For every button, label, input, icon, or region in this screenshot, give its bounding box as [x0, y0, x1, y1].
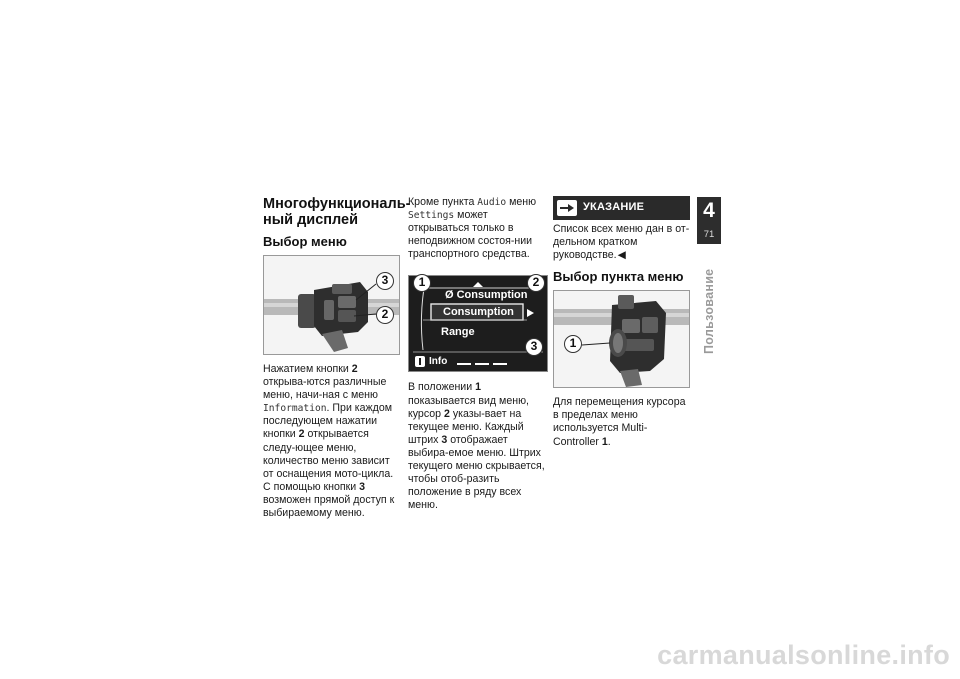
- page-title: [263, 196, 411, 228]
- screen-info-label: Info: [429, 356, 448, 368]
- watermark: carmanualsonline.info: [657, 640, 950, 670]
- handlebar-photo-buttons: [263, 255, 400, 355]
- handlebar-switch-illustration: [264, 256, 399, 354]
- chapter-number: 4: [703, 199, 715, 222]
- item-select-heading: Выбор пункта меню: [553, 269, 684, 285]
- note-bar: [553, 196, 690, 220]
- note-text: Список всех меню дан в от-дельном кратком руководстве.◀: [553, 223, 690, 262]
- screen-callout-1: 1: [413, 274, 431, 292]
- note-hand-icon: [557, 200, 577, 216]
- note-label: УКАЗАНИЕ: [583, 201, 645, 214]
- left-column: [263, 196, 411, 520]
- callout-1: 1: [564, 335, 582, 353]
- right-column: [553, 196, 690, 449]
- menu-select-paragraph-1: Нажатием кнопки 2 открыва-ются различные меню, начи-ная с меню Information. При каждом последующем нажатии кнопки 2 открывается следу-ющее меню, количество меню зависит от оснащения мото-цикла.: [263, 363, 394, 480]
- screen-item-consumption: Consumption: [443, 306, 514, 319]
- menu-select-heading: Выбор меню: [263, 234, 347, 249]
- screen-item-range: Range: [441, 326, 475, 339]
- title-line-2: ный дисплей: [263, 212, 359, 228]
- middle-column: [408, 196, 545, 512]
- handlebar-photo-controller: [553, 290, 690, 388]
- middle-paragraph-1: Кроме пункта Audio меню Settings может открываться только в неподвижном состоя-нии транспортного средства.: [408, 196, 537, 261]
- end-marker-icon: ◀: [617, 249, 626, 262]
- menu-select-paragraph-2: С помощью кнопки 3 возможен прямой доступ к выбираемому меню.: [263, 480, 395, 520]
- callout-3: 3: [376, 272, 394, 290]
- screen-callout-2: 2: [527, 274, 545, 292]
- page-number: 71: [703, 229, 715, 240]
- display-screen: [408, 275, 548, 372]
- screen-item-avg-consumption: Ø Consumption: [445, 289, 528, 302]
- callout-2: 2: [376, 306, 394, 324]
- item-select-paragraph: Для перемещения курсора в пределах меню используется Multi-Controller 1.: [553, 396, 686, 448]
- screen-callout-3: 3: [525, 338, 543, 356]
- chapter-side-label: Пользование: [702, 268, 716, 354]
- middle-paragraph-2: В положении 1 показывается вид меню, курсор 2 указы-вает на текущее меню. Каждый штрих 3 отображает выбира-емое меню. Штрих текущего меню скрывается, чтобы отоб-разить положение в ряду всех меню.: [408, 381, 545, 512]
- chapter-tab: [697, 197, 721, 244]
- title-line-1: Многофункциональ-: [263, 196, 411, 212]
